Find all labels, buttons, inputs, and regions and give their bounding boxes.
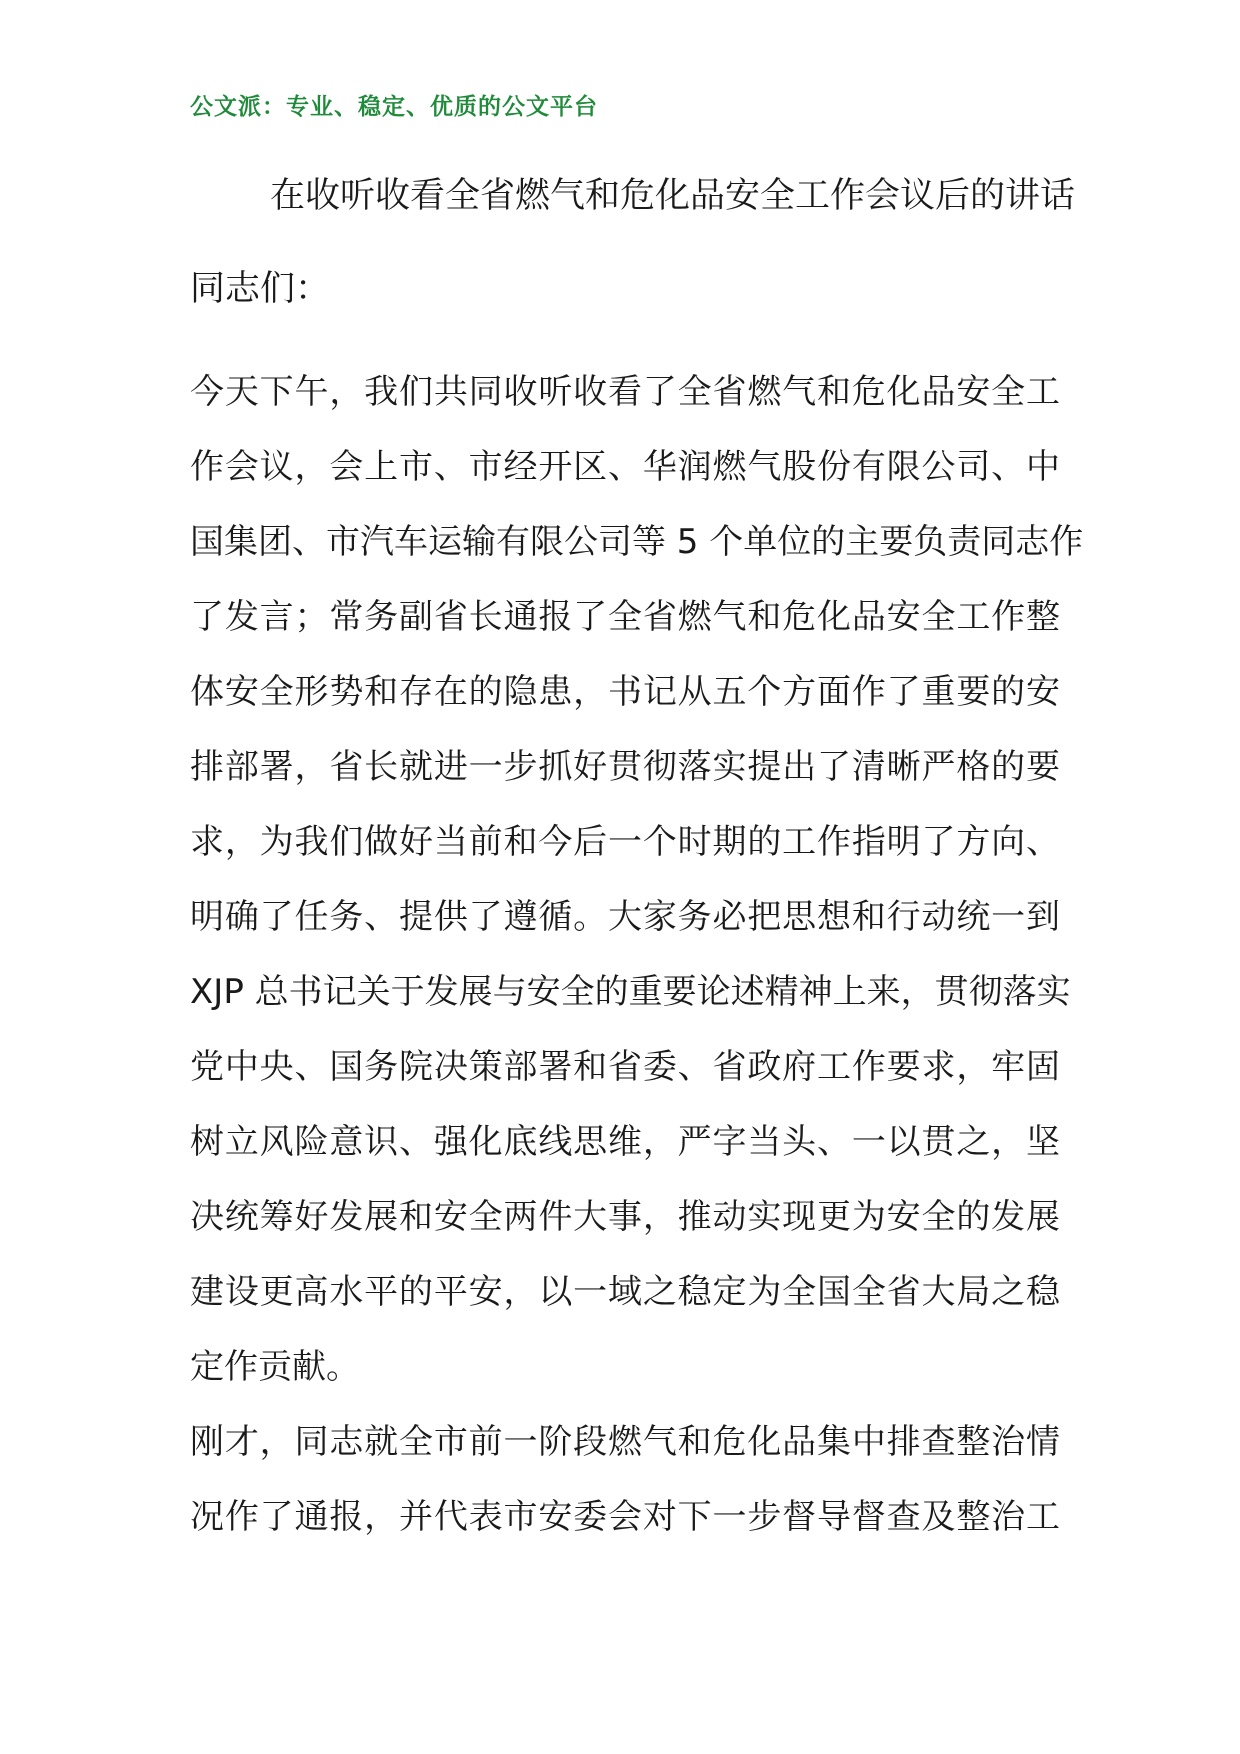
text-line: 定作贡献。 [190, 1347, 360, 1387]
document-title: 在收听收看全省燃气和危化品安全工作会议后的讲话 [270, 176, 1076, 216]
text-line: XJP 总书记关于发展与安全的重要论述精神上来，贯彻落实 [190, 972, 1071, 1012]
brand-header: 公文派：专业、稳定、优质的公文平台 [190, 93, 598, 120]
paragraph-2 [190, 1405, 1060, 1555]
text-line: 明确了任务、提供了遵循。大家务必把思想和行动统一到 [190, 897, 1060, 937]
text-line: 今天下午，我们共同收听收看了全省燃气和危化品安全工 [190, 372, 1060, 412]
text-line: 建设更高水平的平安，以一域之稳定为全国全省大局之稳 [190, 1272, 1060, 1312]
text-line: 排部署，省长就进一步抓好贯彻落实提出了清晰严格的要 [190, 747, 1060, 787]
text-line: 党中央、国务院决策部署和省委、省政府工作要求，牢固 [190, 1047, 1060, 1087]
text-line: 求，为我们做好当前和今后一个时期的工作指明了方向、 [190, 822, 1060, 862]
text-line: 树立风险意识、强化底线思维，严字当头、一以贯之，坚 [190, 1122, 1060, 1162]
text-line: 决统筹好发展和安全两件大事，推动实现更为安全的发展 [190, 1197, 1060, 1237]
text-line: 国集团、市汽车运输有限公司等 5 个单位的主要负责同志作 [190, 522, 1084, 562]
text-line: 作会议，会上市、市经开区、华润燃气股份有限公司、中 [190, 447, 1060, 487]
paragraph-1 [190, 355, 1084, 1405]
salutation: 同志们： [190, 269, 331, 309]
text-line: 体安全形势和存在的隐患，书记从五个方面作了重要的安 [190, 672, 1060, 712]
text-line: 了发言；常务副省长通报了全省燃气和危化品安全工作整 [190, 597, 1060, 637]
text-line: 况作了通报，并代表市安委会对下一步督导督查及整治工 [190, 1497, 1060, 1537]
document-body [190, 355, 1084, 1555]
text-line: 刚才，同志就全市前一阶段燃气和危化品集中排查整治情 [190, 1422, 1060, 1462]
